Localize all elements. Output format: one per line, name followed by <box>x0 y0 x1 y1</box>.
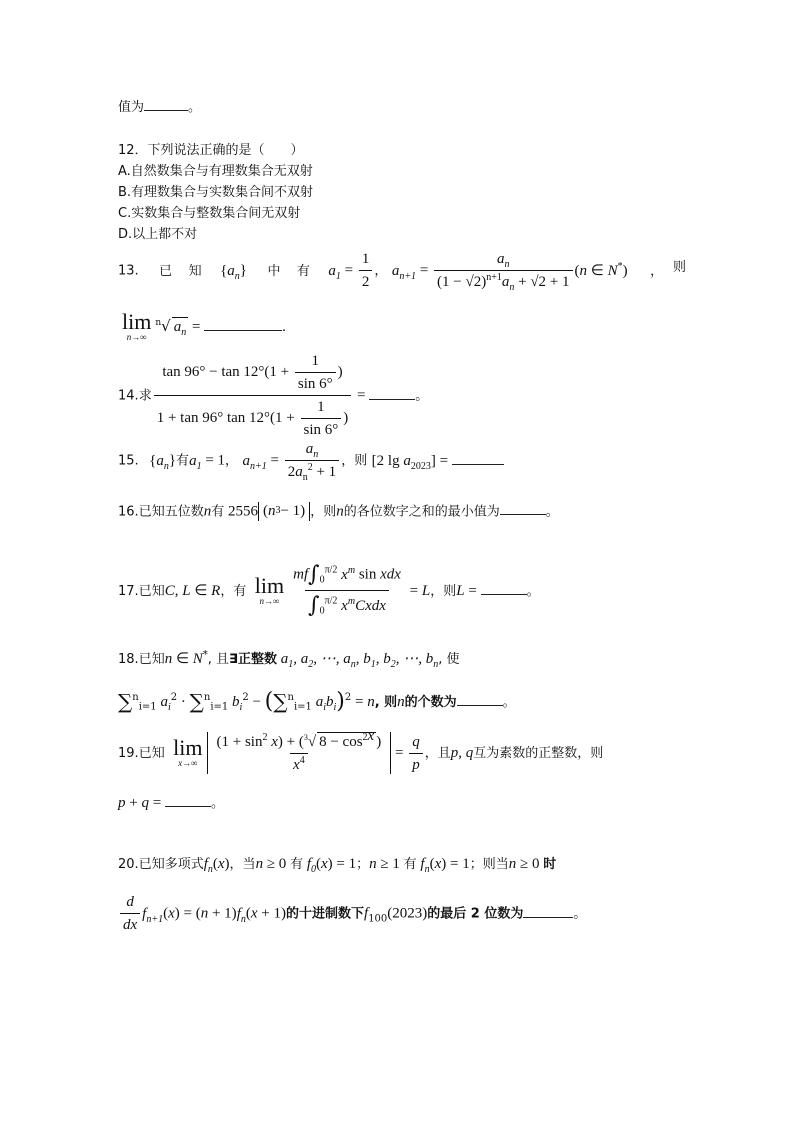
q12-stem: 12．下列说法正确的是（ ） <box>118 143 304 158</box>
question-12 <box>118 140 686 245</box>
question-20-formula: $\frac{d}{dx}$ $f_{n+1}(x) = (n + 1)f_n(x + 1)$的十进制数下$f_{100}(2023)$的最后 2 位数为 。 <box>118 893 686 934</box>
question-13-limit: lim n→∞ $^n$√ $a_n$ = . <box>122 309 286 342</box>
answer-blank <box>204 329 282 331</box>
answer-blank <box>481 593 527 595</box>
answer-blank <box>165 805 211 807</box>
question-15: 15. $\{a_n\}$有$a_1 = 1$， $a_{n+1}$ = $\frac{a_n}{2a_n^2 + 1}$ ，则 [2 $\lg a_{2023}$] = <box>118 440 686 481</box>
answer-blank <box>452 463 504 465</box>
answer-blank <box>457 704 503 706</box>
lead-line: 值为 。 <box>118 100 202 115</box>
answer-blank <box>500 513 546 515</box>
question-18: 18.已知n ∈ N*, 且∃正整数 $a_1$, $a_2$, ⋯, $a_n$, $b_1$, $b_2$, ⋯, $b_n$, 使 <box>118 649 460 670</box>
question-17: 17.已知C, L ∈ R，有 lim n→∞ $\frac{mf\int_0^{\pi/2} x^m \sin xdx}{\int_0^{\pi/2} x^mCxdx}$ = L，则L = 。 <box>118 562 540 619</box>
question-20: 20.已知多项式$f_n(x)$，当n ≥ 0 有 $f_0(x) = 1$；n ≥ 1 有 $f_n(x) = 1$；则当n ≥ 0 时 <box>118 856 557 875</box>
answer-blank <box>369 398 415 400</box>
question-16: 16.已知五位数n有 2556 ( n 3 − 1) ，则n的各位数字之和的最小值为 。 <box>118 503 559 520</box>
question-18-condition: ∑$^n_{i=1}$ $a_i^2 \cdot \sum^n_{i=1}$ $b_i^2 - (\sum^n_{i=1}$ $a_ib_i)^2 = n$, 则n的个数为 。 <box>118 689 516 714</box>
answer-blank <box>523 916 573 918</box>
question-13: 13. 已 知 $\{a_n\}$ 中 有 $a_1$ = $\frac{1}{2}$ ， $a_{n+1}$ = $\frac{a_n}{(1 - √2)^{n+1}a_n + √2 + 1}$ (n ∈ N*) ， 则 <box>118 251 686 293</box>
lead-text: 值为 <box>118 100 145 115</box>
q12-option-c: C.实数集合与整数集合间无双射 <box>118 206 301 221</box>
q12-option-d: D.以上都不对 <box>118 227 198 242</box>
question-14: 14.求 tan 96° − tan 12°(1 + $\frac{1}{\sin 6^\circ}$ ) 1 + tan 96° tan 12°(1 + $\frac{1}{\sin 6^\circ}$ ) = 。 <box>118 353 429 438</box>
q12-option-a: A.自然数集合与有理数集合无双射 <box>118 164 313 179</box>
q12-option-b: B.有理数集合与实数集合间不双射 <box>118 185 314 200</box>
question-19-answer: p + q = 。 <box>118 795 224 811</box>
answer-blank <box>144 109 188 111</box>
question-19: 19.已知 lim x→∞ $\frac{(1 + \sin^2 x) + (^3√ 8 - \cos^{2x} )}{x^4}$ = $\frac{q}{p}$ ，且p, q互为素数的正整数，则 <box>118 728 604 773</box>
